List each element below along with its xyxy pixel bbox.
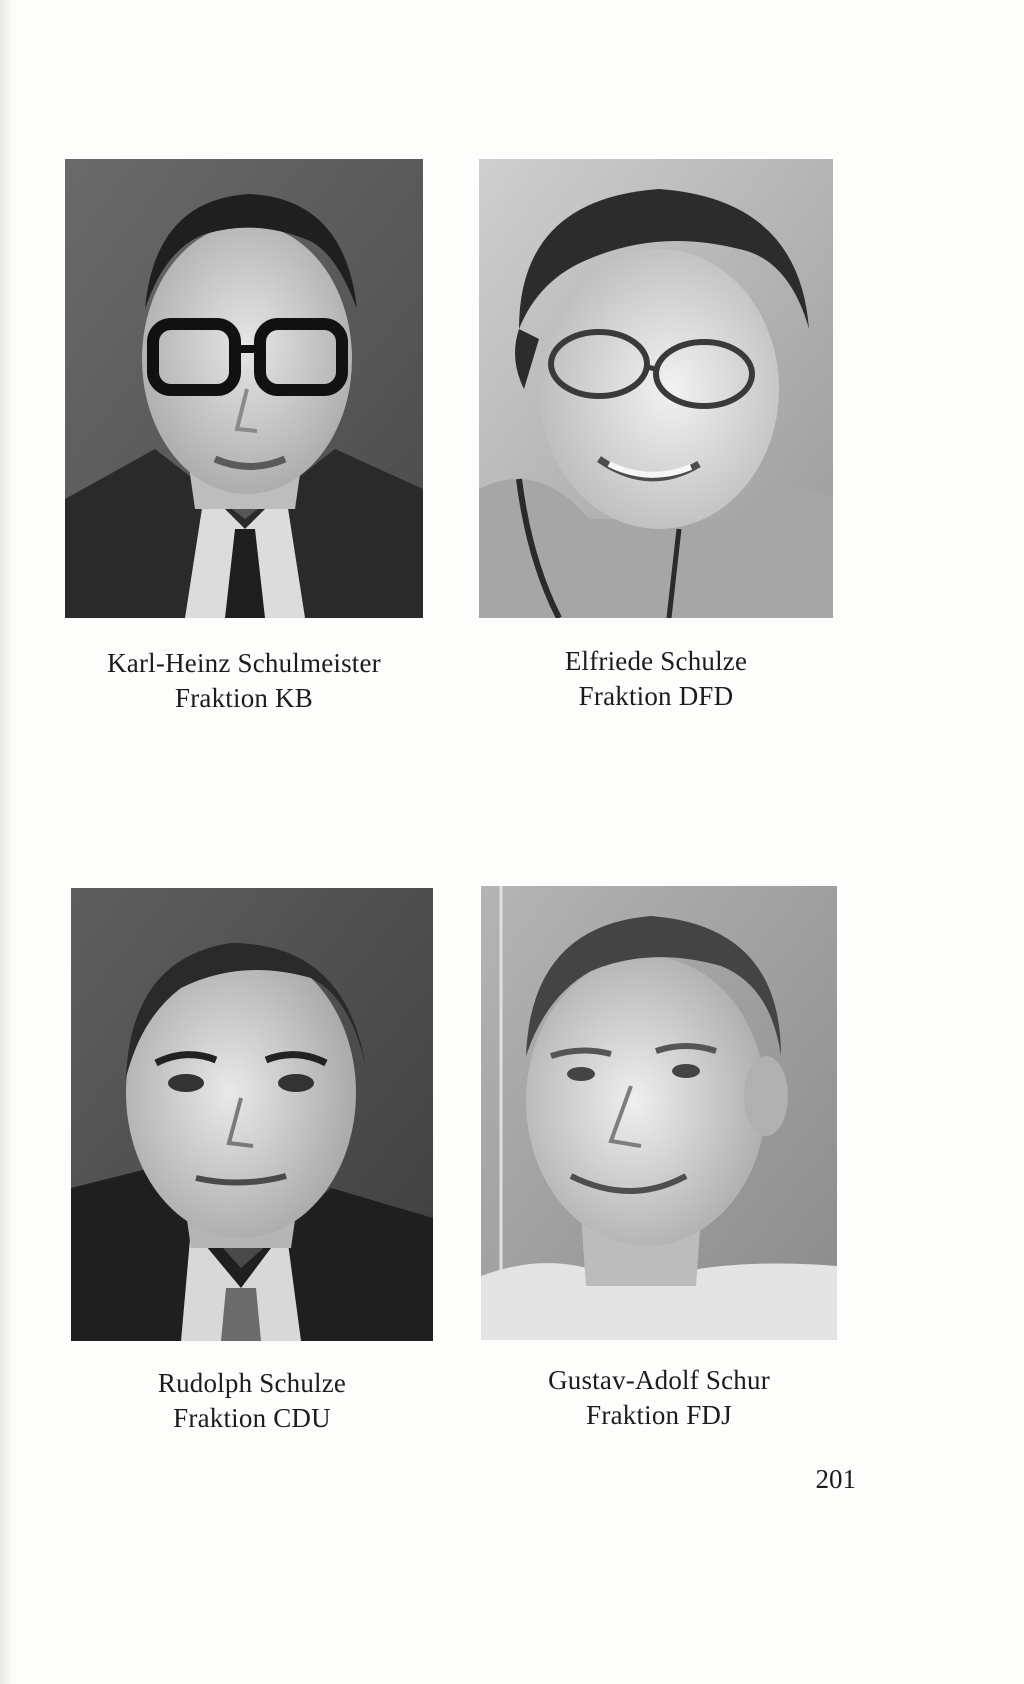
page-binding-edge — [0, 0, 14, 1684]
faction-label: Fraktion CDU — [173, 1403, 331, 1433]
caption-rudolph-schulze — [71, 1366, 433, 1436]
person-name: Gustav-Adolf Schur — [548, 1365, 770, 1395]
person-name: Karl-Heinz Schulmeister — [107, 648, 381, 678]
faction-label: Fraktion FDJ — [586, 1400, 732, 1430]
portrait-photo-gustav-adolf-schur — [481, 886, 837, 1340]
portrait-photo-schulmeister — [65, 159, 423, 618]
faction-label: Fraktion DFD — [578, 681, 734, 711]
portrait-photo-elfriede-schulze — [479, 159, 833, 618]
caption-schulmeister — [65, 646, 423, 716]
faction-label: Fraktion KB — [175, 683, 313, 713]
caption-elfriede-schulze — [479, 644, 833, 714]
portrait-photo-rudolph-schulze — [71, 888, 433, 1341]
person-name: Rudolph Schulze — [157, 1368, 347, 1398]
caption-gustav-adolf-schur — [481, 1363, 837, 1433]
person-name: Elfriede Schulze — [564, 646, 748, 676]
page-number: 201 — [815, 1464, 856, 1494]
